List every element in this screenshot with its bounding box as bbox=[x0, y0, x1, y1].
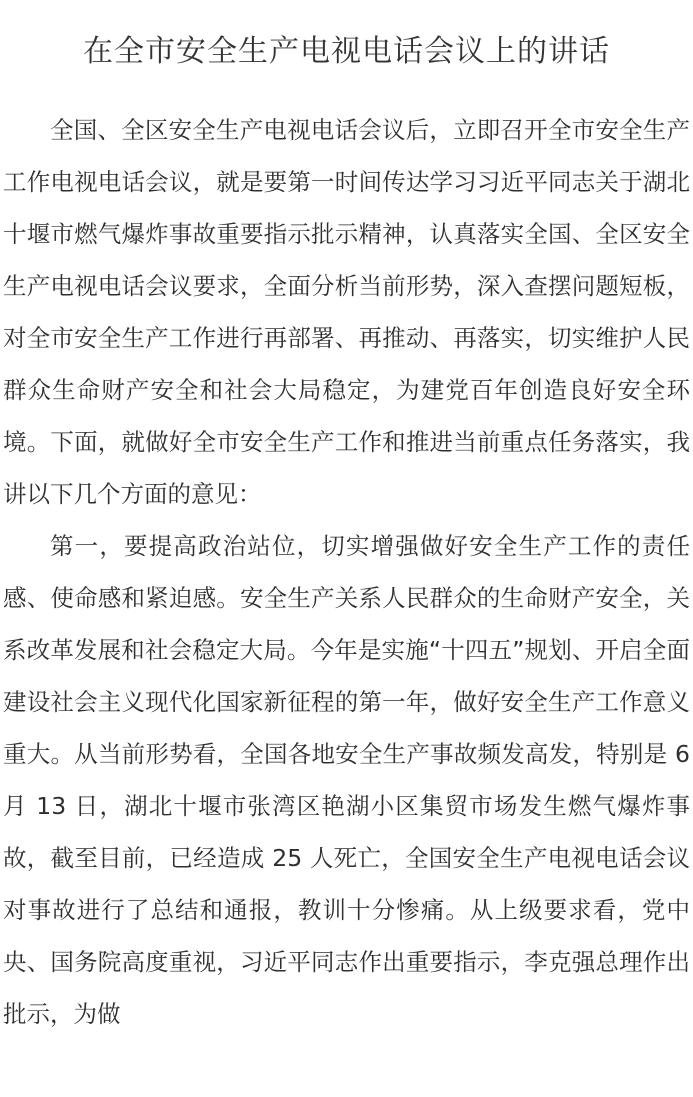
paragraph-intro: 全国、全区安全生产电视电话会议后，立即召开全市安全生产工作电视电话会议，就是要第一时间传达学习习近平同志关于湖北十堰市燃气爆炸事故重要指示批示精神，认真落实全国、全区安全生产电视电话会议要求，全面分析当前形势，深入查摆问题短板，对全市安全生产工作进行再部署、再推动、再落实，切实维护人民群众生命财产安全和社会大局稳定，为建党百年创造良好安全环境。下面，就做好全市安全生产工作和推进当前重点任务落实，我讲以下几个方面的意见： bbox=[3, 116, 690, 508]
document-title: 在全市安全生产电视电话会议上的讲话 bbox=[83, 34, 610, 69]
document-body bbox=[3, 104, 690, 1040]
paragraph-first-point: 第一，要提高政治站位，切实增强做好安全生产工作的责任感、使命感和紧迫感。安全生产关系人民群众的生命财产安全，关系改革发展和社会稳定大局。今年是实施“十四五”规划、开启全面建设社会主义现代化国家新征程的第一年，做好安全生产工作意义重大。从当前形势看，全国各地安全生产事故频发高发，特别是 6 月 13 日，湖北十堰市张湾区艳湖小区集贸市场发生燃气爆炸事故，截至目前，已经造成 25 人死亡，全国安全生产电视电话会议对事故进行了总结和通报，教训十分惨痛。从上级要求看，党中央、国务院高度重视，习近平同志作出重要指示，李克强总理作出批示，为做 bbox=[3, 532, 690, 1028]
